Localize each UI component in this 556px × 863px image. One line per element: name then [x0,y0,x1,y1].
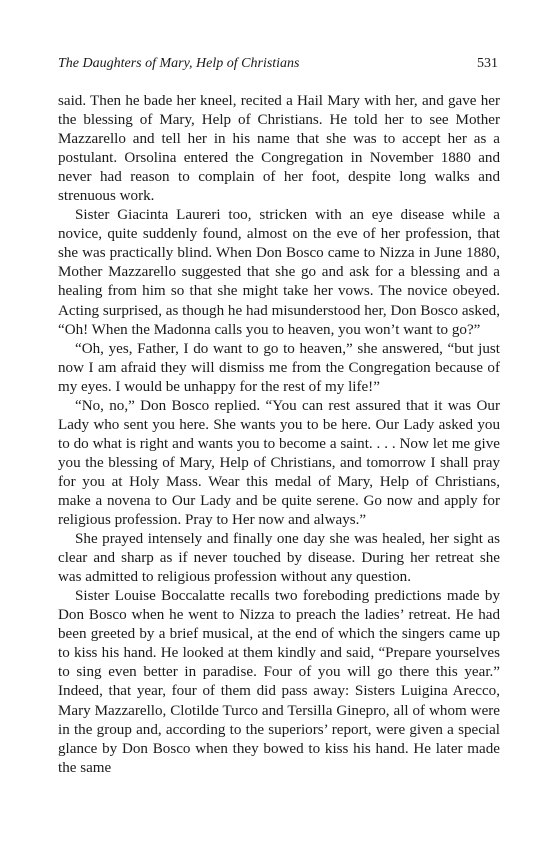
running-title: The Daughters of Mary, Help of Christians [58,56,300,71]
body-text [58,92,500,778]
running-head [58,56,498,72]
paragraph: Sister Louise Boccalatte recalls two foreboding predictions made by Don Bosco when he went to Nizza to preach the ladies’ retreat. He had been greeted by a brief musical, at the end of which the singers came up to kiss his hand. He looked at them kindly and said, “Prepare yourselves to sing even better in paradise. Four of you will go there this year.” Indeed, that year, four of them did pass away: Sisters Luigina Arecco, Mary Mazzarello, Clotilde Turco and Tersilla Ginepro, all of whom were in the group and, according to the superiors’ report, were given a special glance by Don Bosco when they bowed to kiss his hand. He later made the same [58,588,500,776]
paragraph: “No, no,” Don Bosco replied. “You can rest assured that it was Our Lady who sent you here. She wants you to be here. Our Lady asked you to do what is right and wants you to become a saint. . . . Now let me give you the blessing of Mary, Help of Christians, and tomorrow I shall pray for you at Holy Mass. Wear this medal of Mary, Help of Christians, make a novena to Our Lady and be quite serene. Go now and apply for religious profession. Pray to Her now and always.” [58,397,500,529]
paragraph: “Oh, yes, Father, I do want to go to heaven,” she answered, “but just now I am afraid they will dismiss me from the Congregation because of my eyes. I would be unhappy for the rest of my life!” [58,340,500,395]
page-number: 531 [477,56,498,71]
paragraph: Sister Giacinta Laureri too, stricken with an eye disease while a novice, quite suddenly found, almost on the eve of her profession, that she was practically blind. When Don Bosco came to Nizza in June 1880, Mother Mazzarello suggested that she go and ask for a blessing and a healing from him so that she might take her vows. The novice obeyed. Acting surprised, as though he had misunderstood her, Don Bosco asked, “Oh! When the Madonna calls you to heaven, you won’t want to go?” [58,207,500,338]
paragraph: She prayed intensely and finally one day she was healed, her sight as clear and sharp as if never touched by disease. During her retreat she was admitted to religious profession without any question. [58,531,500,586]
paragraph: said. Then he bade her kneel, recited a Hail Mary with her, and gave her the blessing of Mary, Help of Christians. He told her to see Mother Mazzarello and tell her in his name that she was to accept her as a postulant. Orsolina entered the Congregation in November 1880 and never had reason to complain of her foot, despite long walks and strenuous work. [58,93,500,205]
